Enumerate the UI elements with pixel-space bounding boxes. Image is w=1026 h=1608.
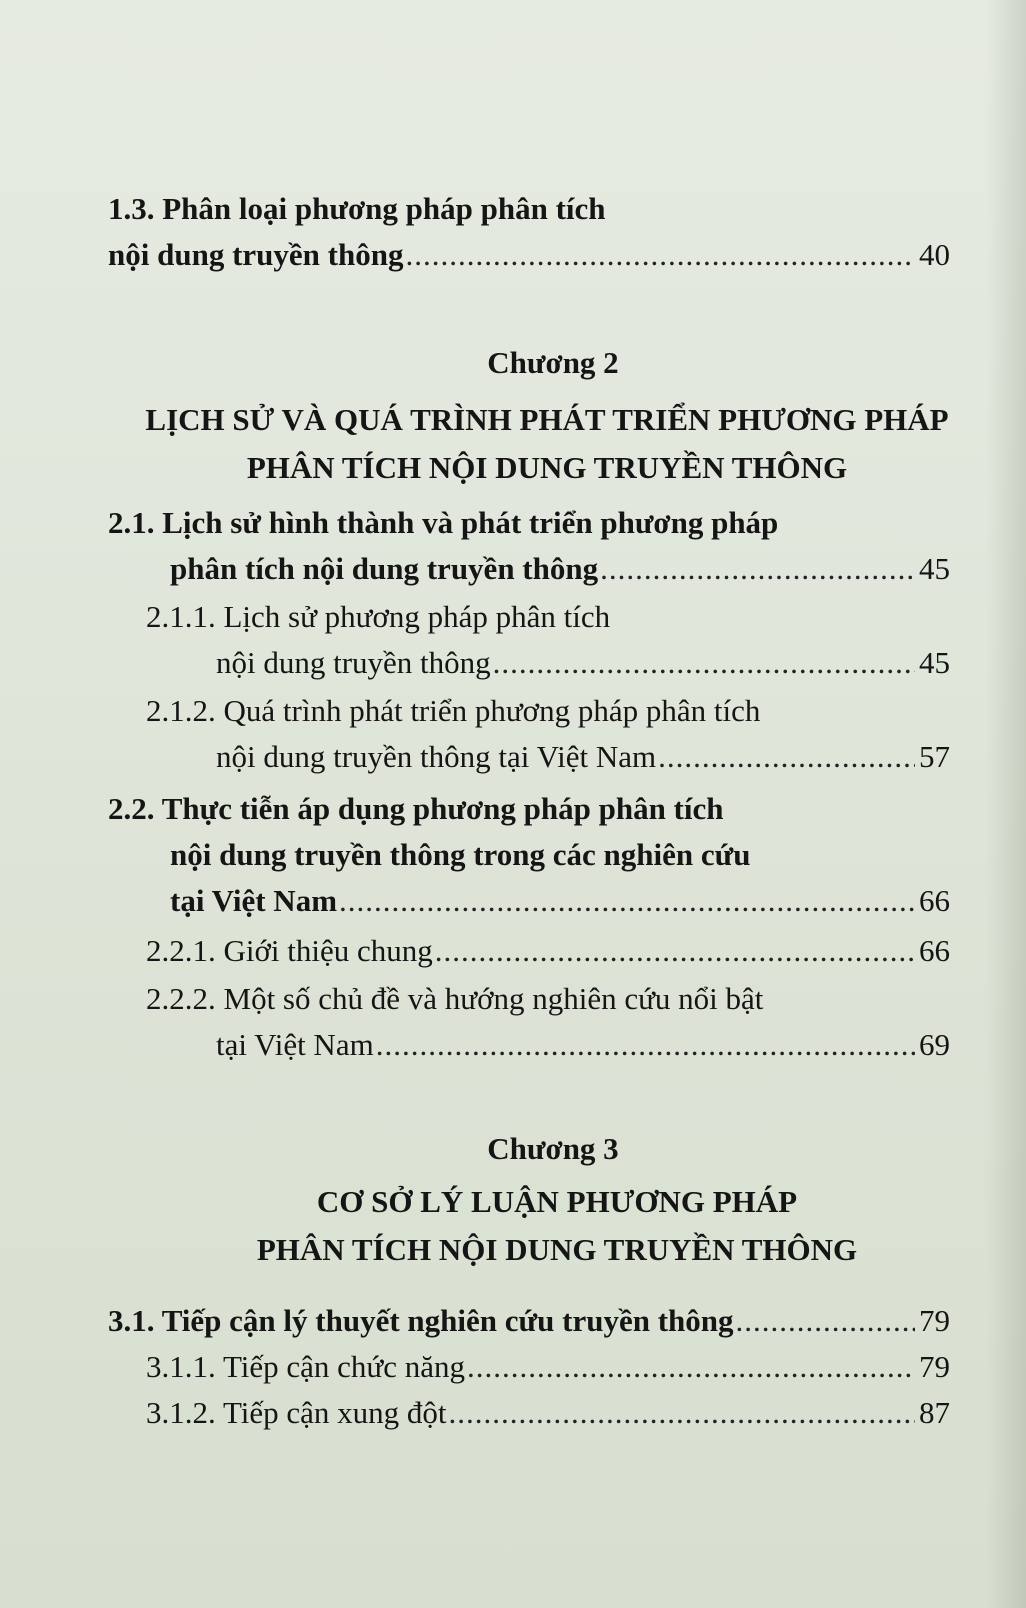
toc-entry-2-1 bbox=[108, 500, 950, 592]
dot-leader bbox=[435, 928, 915, 974]
dot-leader bbox=[493, 640, 915, 686]
toc-entry-text: nội dung truyền thông bbox=[108, 237, 404, 272]
toc-entry-2-2-2 bbox=[146, 976, 950, 1068]
toc-entry-text: tại Việt Nam bbox=[216, 1027, 374, 1062]
chapter-title-line: LỊCH SỬ VÀ QUÁ TRÌNH PHÁT TRIỂN PHƯƠNG PHÁP bbox=[145, 402, 949, 437]
toc-entry-3-1-1 bbox=[146, 1344, 950, 1390]
toc-line bbox=[146, 734, 950, 780]
toc-entry-text: 3.1.1. Tiếp cận chức năng bbox=[146, 1349, 466, 1384]
toc-entry-2-2-1 bbox=[146, 928, 950, 974]
dot-leader bbox=[658, 734, 915, 780]
toc-line bbox=[108, 878, 950, 924]
toc-entry-2-1-1 bbox=[146, 594, 950, 686]
toc-line bbox=[108, 500, 950, 546]
dot-leader bbox=[467, 1344, 915, 1390]
page-number: 45 bbox=[919, 551, 950, 586]
page-number: 69 bbox=[919, 1027, 950, 1062]
toc-entry-text: 2.1. Lịch sử hình thành và phát triển phương pháp bbox=[108, 505, 779, 540]
toc-entry-text: 3.1. Tiếp cận lý thuyết nghiên cứu truyền thông bbox=[108, 1303, 734, 1338]
toc-entry-3-1-2 bbox=[146, 1390, 950, 1436]
page-number: 57 bbox=[919, 739, 950, 774]
dot-leader bbox=[376, 1022, 915, 1068]
toc-entry-3-1 bbox=[108, 1298, 950, 1344]
chapter-title bbox=[44, 1178, 1026, 1274]
toc-entry-text: nội dung truyền thông tại Việt Nam bbox=[216, 739, 657, 774]
toc-entry-text: 2.2.1. Giới thiệu chung bbox=[146, 933, 433, 968]
toc-line bbox=[146, 594, 950, 640]
toc-line bbox=[146, 688, 950, 734]
toc-line bbox=[108, 186, 950, 232]
toc-entry-text: 2.2.2. Một số chủ đề và hướng nghiên cứu nổi bật bbox=[146, 981, 764, 1016]
dot-leader bbox=[339, 878, 915, 924]
page-number: 87 bbox=[919, 1395, 950, 1430]
page-number: 79 bbox=[919, 1349, 950, 1384]
dot-leader bbox=[736, 1298, 916, 1344]
toc-line bbox=[146, 928, 950, 974]
toc-entry-text: nội dung truyền thông bbox=[216, 645, 491, 680]
page-edge-shadow bbox=[986, 0, 1026, 1608]
toc-line bbox=[108, 786, 950, 832]
toc-entry-text: 2.1.1. Lịch sử phương pháp phân tích bbox=[146, 599, 611, 634]
chapter-title-line: PHÂN TÍCH NỘI DUNG TRUYỀN THÔNG bbox=[256, 1232, 858, 1267]
toc-entry-text: nội dung truyền thông trong các nghiên cứu bbox=[170, 837, 751, 872]
page-number: 66 bbox=[919, 933, 950, 968]
toc-line bbox=[146, 976, 950, 1022]
toc-entry-1-3 bbox=[108, 186, 950, 278]
toc-line bbox=[146, 1344, 950, 1390]
toc-entry-2-1-2 bbox=[146, 688, 950, 780]
chapter-title-line: CƠ SỞ LÝ LUẬN PHƯƠNG PHÁP bbox=[316, 1184, 798, 1219]
toc-entry-text: 1.3. Phân loại phương pháp phân tích bbox=[108, 191, 606, 226]
toc-entry-text: 3.1.2. Tiếp cận xung đột bbox=[146, 1395, 447, 1430]
toc-line bbox=[108, 832, 950, 878]
toc-entry-text: 2.2. Thực tiễn áp dụng phương pháp phân tích bbox=[108, 791, 724, 826]
page-number: 79 bbox=[919, 1303, 950, 1338]
toc-entry-text: phân tích nội dung truyền thông bbox=[170, 551, 599, 586]
chapter-label: Chương 2 bbox=[487, 345, 619, 380]
toc-line bbox=[146, 1390, 950, 1436]
dot-leader bbox=[405, 232, 915, 278]
page-number: 40 bbox=[919, 237, 950, 272]
toc-line bbox=[146, 1022, 950, 1068]
dot-leader bbox=[600, 546, 915, 592]
chapter-title-line: PHÂN TÍCH NỘI DUNG TRUYỀN THÔNG bbox=[246, 450, 848, 485]
toc-entry-2-2 bbox=[108, 786, 950, 924]
chapter-title bbox=[34, 396, 1026, 492]
page-number: 66 bbox=[919, 883, 950, 918]
page-number: 45 bbox=[919, 645, 950, 680]
toc-line bbox=[108, 1298, 950, 1344]
dot-leader bbox=[449, 1390, 915, 1436]
toc-entry-text: tại Việt Nam bbox=[170, 883, 338, 918]
chapter-label: Chương 3 bbox=[487, 1131, 619, 1166]
toc-entry-text: 2.1.2. Quá trình phát triển phương pháp phân tích bbox=[146, 693, 761, 728]
toc-line bbox=[108, 232, 950, 278]
toc-line bbox=[146, 640, 950, 686]
toc-line bbox=[108, 546, 950, 592]
